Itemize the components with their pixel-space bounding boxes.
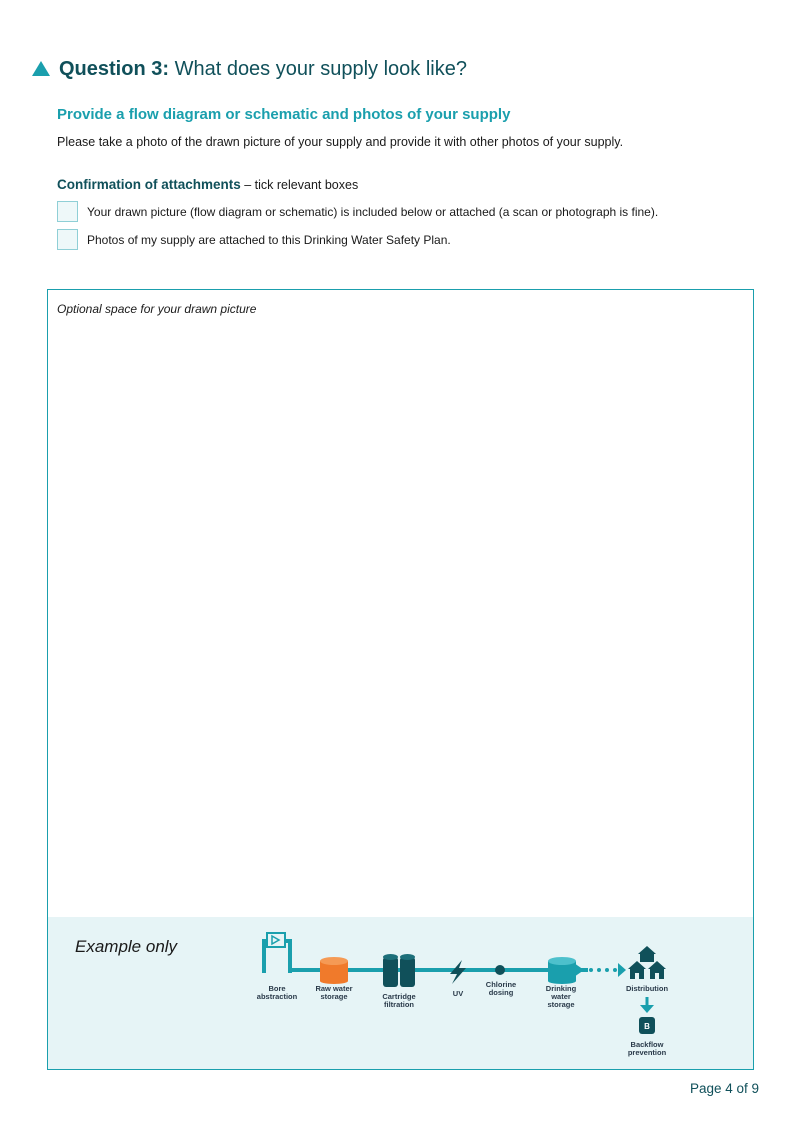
drawing-area[interactable] <box>47 289 754 1070</box>
drinking-water-tank-icon <box>548 957 584 984</box>
drinking-label-1: Drinking <box>545 984 577 993</box>
distribution-label: Distribution <box>625 984 669 993</box>
page-number: Page 4 of 9 <box>689 1081 759 1096</box>
drawing-area-label: Optional space for your drawn picture <box>57 302 257 316</box>
section-instruction: Please take a photo of the drawn picture of your supply and provide it with other photos of your supply. <box>57 135 624 149</box>
question-number: Question 3: <box>59 58 170 80</box>
backflow-label-1: Backflow <box>630 1040 664 1049</box>
chlorine-dosing-icon <box>495 965 505 975</box>
example-flow-diagram <box>48 917 753 1069</box>
backflow-icon-letter: B <box>644 1022 650 1031</box>
drinking-label-2: water <box>551 992 571 1001</box>
drawn-picture-label: Your drawn picture (flow diagram or schematic) is included below or attached (a scan or photograph is fine). <box>87 204 659 219</box>
cartridge-label-2: filtration <box>384 1000 414 1009</box>
question-heading <box>32 58 467 81</box>
down-arrow-icon <box>640 997 654 1013</box>
dotted-arrow-icon <box>589 963 626 977</box>
raw-label-1: Raw water <box>315 984 353 993</box>
triangle-icon <box>32 61 50 76</box>
photos-label: Photos of my supply are attached to this Drinking Water Safety Plan. <box>87 232 451 247</box>
section-heading: Provide a flow diagram or schematic and photos of your supply <box>57 106 511 123</box>
example-panel <box>48 917 753 1069</box>
checkbox-row-drawn-picture[interactable] <box>57 201 658 222</box>
question-title <box>59 58 467 81</box>
uv-label: UV <box>452 989 464 998</box>
cartridge-label-1: Cartridge <box>382 992 416 1001</box>
checkbox-row-photos[interactable] <box>57 229 451 250</box>
drawn-picture-checkbox[interactable] <box>57 201 78 222</box>
drinking-label-3: storage <box>547 1000 575 1009</box>
bore-label-1: Bore <box>268 984 286 993</box>
raw-label-2: storage <box>320 992 348 1001</box>
confirmation-title: Confirmation of attachments <box>57 177 241 192</box>
houses-icon <box>628 946 666 979</box>
question-text: What does your supply look like? <box>174 58 467 80</box>
example-label: Example only <box>75 937 178 956</box>
photos-checkbox[interactable] <box>57 229 78 250</box>
chlorine-label-1: Chlorine <box>485 980 517 989</box>
confirmation-hint: – tick relevant boxes <box>244 178 359 192</box>
bore-icon <box>264 933 290 973</box>
backflow-label-2: prevention <box>627 1048 667 1057</box>
raw-water-tank-icon <box>320 957 348 984</box>
chlorine-label-2: dosing <box>488 988 514 997</box>
confirmation-heading <box>57 177 358 192</box>
bore-label-2: abstraction <box>256 992 298 1001</box>
backflow-icon <box>639 1017 655 1034</box>
